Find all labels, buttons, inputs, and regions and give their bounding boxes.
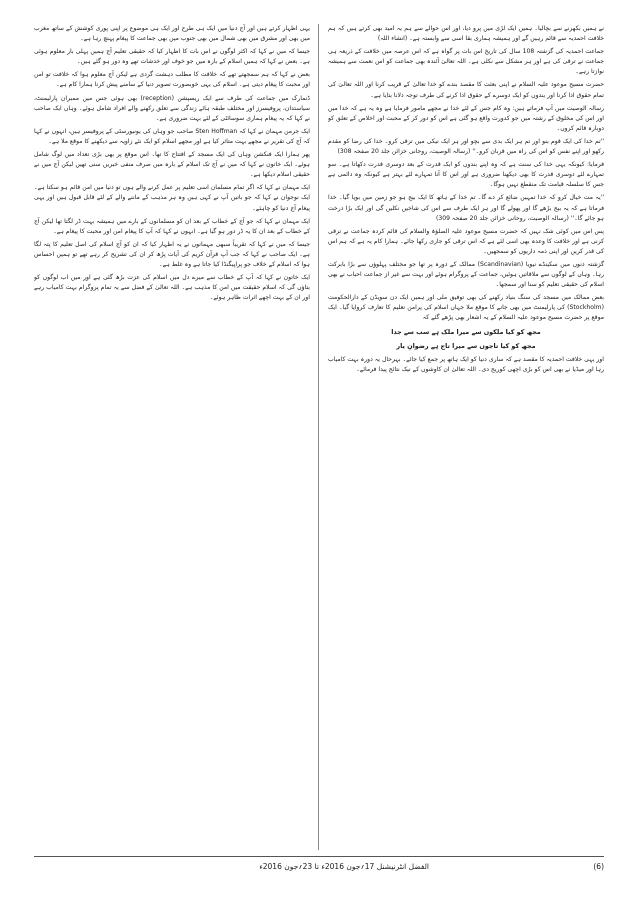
paragraph: رسالہ الوصیت میں آپ فرماتے ہیں: وہ کام جس کے لئے خدا نے مجھے مامور فرمایا ہے وہ یہ ہے کہ خدا میں اور اس کی مخلوق کے رشتہ میں جو کدورت واقع ہو گئی ہے اس کو دور کر کے محبت اور اخلاص کے تعلق کو دوبارہ قائم کروں۔ (328, 104, 604, 132)
left-column (34, 24, 310, 850)
paragraph: اور یہی خلافت احمدیہ کا مقصد ہے کہ ساری دنیا کو ایک ہاتھ پر جمع کیا جائے۔ بہرحال یہ دورہ بہت کامیاب رہا اور میڈیا نے بھی اس کو بڑی اچھی کوریج دی۔ اللہ تعالیٰ ان کاوشوں کے نیک نتائج پیدا فرمائے۔ (328, 355, 604, 373)
paragraph: گزشتہ دنوں میں سکینڈے نیویا (Scandinavian) ممالک کے دورہ پر تھا جو مختلف پہلوؤں سے بڑا بابرکت رہا۔ وہاں کے لوگوں سے ملاقاتیں ہوئیں، جماعت کے پروگرام ہوئے اور بہت سے غیر از جماعت احباب نے بھی اسلام کی حقیقی تعلیم کو سنا اور سمجھا۔ (328, 260, 604, 289)
paragraph: جیسا کہ میں نے کہا کہ اکثر لوگوں نے اس بات کا اظہار کیا کہ حقیقی تعلیم آج ہمیں پہلی بار معلوم ہوئی ہے۔ بعض نے کہا کہ ہمیں اسلام کے بارہ میں جو خوف اور خدشات تھے وہ دور ہو گئے ہیں۔ (34, 48, 310, 66)
right-column (328, 24, 604, 850)
paragraph: ایک مہمان نے کہا کہ جو آج کے خطاب کے بعد ان کو مسلمانوں کے بارے میں ہمیشہ بہت ڈر لگتا تھا لیکن آج کے خطاب کے بعد ان کا یہ ڈر دور ہو گیا ہے۔ انہوں نے کہا کہ آپ کا پیغام امن اور محبت کا پیغام ہے۔ (34, 217, 310, 235)
paragraph: ''یہ مت خیال کرو کہ خدا تمہیں ضائع کر دے گا۔ تم خدا کے ہاتھ کا ایک بیج ہو جو زمین میں بویا گیا۔ خدا فرماتا ہے کہ یہ بیج بڑھے گا اور پھولے گا اور ہر ایک طرف سے اس کی شاخیں نکلیں گی اور ایک بڑا درخت ہو جائے گا۔'' (رسالہ الوصیت، روحانی خزائن جلد 20 صفحہ 309) (328, 194, 604, 222)
paragraph: ایک خاتون نے کہا کہ آپ کے خطاب سے میرے دل میں اسلام کی عزت بڑھ گئی ہے اور میں اب لوگوں کو بتاؤں گی کہ اسلام حقیقت میں امن کا مذہب ہے۔ اللہ تعالیٰ کے فضل سے یہ تمام پروگرام بہت کامیاب رہے اور ان کے بہت اچھے اثرات ظاہر ہوئے۔ (34, 274, 310, 302)
verse-line: مجھ کو کیا تاجوں سے میرا تاج ہے رضوانِ یار (396, 341, 536, 350)
page-footer (34, 860, 604, 874)
paragraph: ایک جرمن مہمان نے کہا کہ Sten Hoffman صاحب جو وہاں کی یونیورسٹی کے پروفیسر ہیں، انہوں نے کہا کہ آج کی تقریر نے مجھے بہت متاثر کیا ہے اور مجھے اسلام کو ایک نئے زاویہ سے دیکھنے کا موقع ملا ہے۔ (34, 127, 310, 145)
verse-line: مجھ کو کیا ملکوں سے میرا ملک ہے سب سے جدا (391, 327, 541, 336)
paragraph: فرمایا: کیونکہ یہی خدا کی سنت ہے کہ وہ اپنے بندوں کو ایک قدرت کے بعد دوسری قدرت دکھاتا ہے۔ سو تمہارے لئے دوسری قدرت کا بھی دیکھنا ضروری ہے اور اس کا آنا تمہارے لئے بہتر ہے کیونکہ وہ دائمی ہے جس کا سلسلہ قیامت تک منقطع نہیں ہوگا۔ (328, 161, 604, 189)
paragraph: نے ہمیں بکھرنے سے بچالیا۔ ہمیں ایک لڑی میں پرو دیا، اور اس حوالے سے ہم یہ امید بھی کرتے ہیں کہ ہم خلافت احمدیہ سے قائم رہیں گے اور ہمیشہ ہماری بقا اسی سے وابستہ ہے۔ (انشاء اللہ) (328, 25, 604, 43)
paragraph: بعض ممالک میں مسجد کی سنگ بنیاد رکھنے کی بھی توفیق ملی اور ہمیں ایک دن سویڈن کے دارالحکومت (Stockholm) کی پارلیمنٹ میں بھی جانے کا موقع ملا جہاں اسلام کی پرامن تعلیم کا تعارف کروایا گیا۔ ایک موقع پر حضرت مسیح موعود علیہ السلام کے یہ اشعار بھی پڑھے گئے کہ (328, 294, 604, 322)
paragraph: ایک مہمان نے کہا کہ اگر تمام مسلمان اسی تعلیم پر عمل کرنے والے ہوں تو دنیا میں امن قائم ہو سکتا ہے۔ ایک نوجوان نے کہا کہ جو باتیں آپ نے کہی ہیں وہ ہر مذہب کے ماننے والے کے لئے قابل قبول ہیں اور یہی پیغام آج دنیا کو چاہئے۔ (34, 184, 310, 212)
paragraph: ڈنمارک میں جماعت کی طرف سے ایک ریسپشن (reception) بھی ہوئی جس میں ممبران پارلیمنٹ، سیاستدان، پروفیسرز اور مختلف طبقہ ہائے زندگی سے تعلق رکھنے والے افراد شامل ہوئے۔ وہاں ایک صاحب نے کہا کہ یہ پیغام ہماری سوسائٹی کے لئے بہت ضروری ہے۔ (34, 94, 310, 122)
paragraph: بعض نے کہا کہ ہم سمجھتے تھے کہ خلافت کا مطلب دہشت گردی ہے لیکن آج معلوم ہوا کہ خلافت تو امن اور محبت کا پیغام دیتی ہے۔ اسلام کی یہی خوبصورت تصویر دنیا کے سامنے پیش کرنا ہمارا کام ہے۔ (34, 71, 310, 89)
paragraph: پھر ہمارا ایک فنکشن وہاں کی ایک مسجد کے افتتاح کا تھا۔ اس موقع پر بھی بڑی تعداد میں لوگ شامل ہوئے۔ ایک خاتون نے کہا کہ میں نے آج تک اسلام کے بارہ میں صرف منفی خبریں سنی تھیں لیکن آج میں نے حقیقی اسلام دیکھا ہے۔ (34, 151, 310, 179)
paragraph: پس اس میں کوئی شک نہیں کہ حضرت مسیح موعود علیہ الصلوٰۃ والسلام کی قائم کردہ جماعت نے ترقی کرنی ہے اور خلافت کا وعدہ بھی اسی لئے ہے کہ اس ترقی کو جاری رکھا جائے۔ ہمارا کام یہ ہے کہ ہم اس کی قدر کریں اور اپنی ذمہ داریوں کو سمجھیں۔ (328, 227, 604, 255)
paragraph: یہی اظہار کرتے ہیں اور آج دنیا میں ایک ہی طرح اور ایک ہی موضوع پر اپنی پوری کوشش کے ساتھ مغرب میں بھی اور مشرق میں بھی شمال میں بھی جنوب میں بھی جماعت کا پیغام پہنچ رہا ہے۔ (34, 25, 310, 43)
footer-publication: الفضل انٹرنیشنل 17؍جون 2016ء تا 23؍جون 2016ء (259, 862, 429, 871)
paragraph: جماعت احمدیہ کی گزشتہ 108 سال کی تاریخ اس بات پر گواہ ہے کہ اس عرصہ میں خلافت کے ذریعہ ہی جماعت نے ترقی کی ہے اور ہر مشکل سے نکلی ہے۔ اللہ تعالیٰ آئندہ بھی جماعت کو اس نعمت سے ہمیشہ نوازتا رہے۔ (328, 48, 604, 76)
column-divider (318, 24, 319, 850)
page-number: (6) (593, 862, 604, 871)
paragraph: جیسا کہ میں نے کہا کہ تقریباً سبھی مہمانوں نے یہ اظہار کیا کہ ان کو آج اسلام کی اصل تعلیم کا پتہ لگا ہے۔ ایک صاحب نے کہا کہ جب آپ قرآن کریم کی آیات پڑھ کر ان کی تشریح کر رہے تھے تو ہمیں احساس ہوا کہ اسلام کے خلاف جو پراپیگنڈا کیا جاتا ہے وہ غلط ہے۔ (34, 240, 310, 268)
paragraph: حضرت مسیح موعود علیہ السلام نے اپنی بعثت کا مقصد بندے کو خدا تعالیٰ کے قریب کرنا اور اللہ تعالیٰ کی تمام حقوق ادا کرنا اور بندوں کو ایک دوسرے کے حقوق ادا کرنے کی طرف توجہ دلانا بتایا ہے۔ (328, 81, 604, 99)
paragraph: ''تم خدا کی ایک قوم بنو اور تم ہر ایک بدی سے بچو اور ہر ایک نیکی میں ترقی کرو۔ خدا کی رضا کو مقدم رکھو اور اپنے نفس کو اس کی راہ میں قربان کرو۔'' (رسالہ الوصیت، روحانی خزائن جلد 20 صفحہ 308) (328, 137, 604, 156)
footer-rule (34, 856, 604, 857)
